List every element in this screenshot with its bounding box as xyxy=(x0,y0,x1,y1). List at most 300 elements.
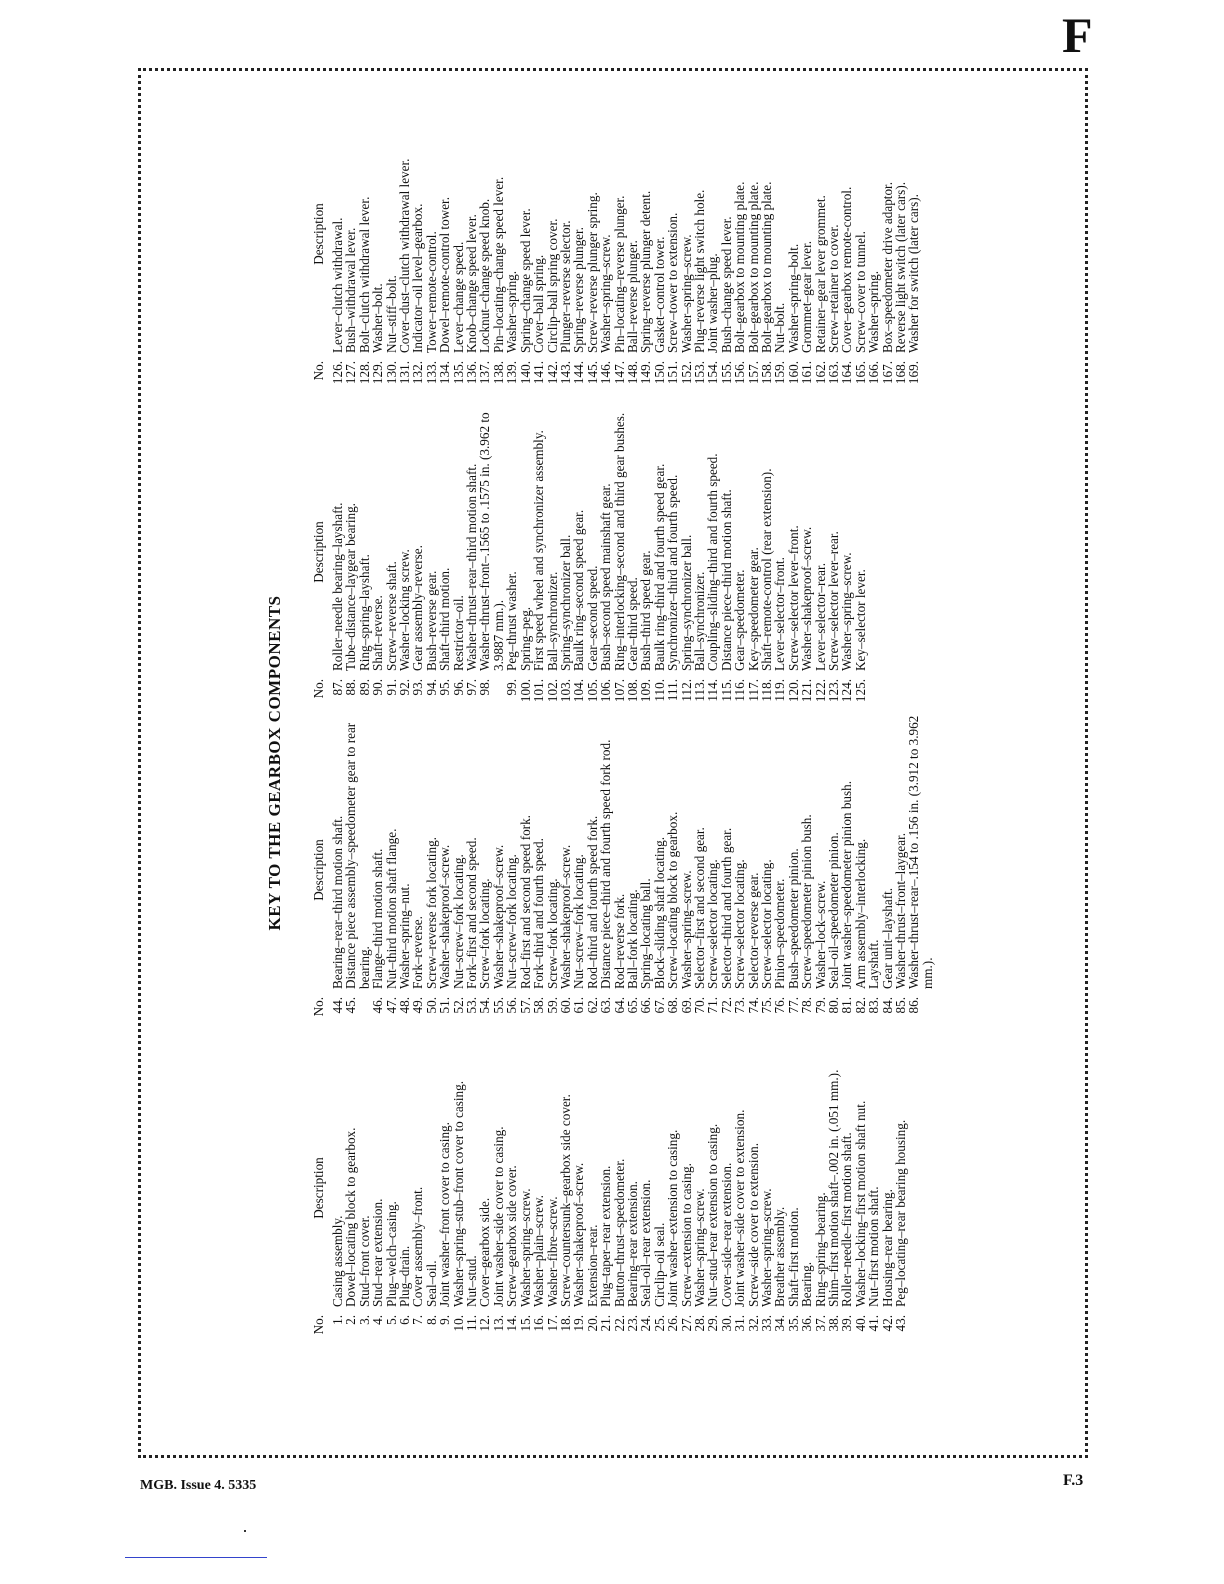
component-description: Washer–shakeproof–screw. xyxy=(557,844,573,989)
component-row xyxy=(344,1029,357,1345)
component-number: 41. xyxy=(866,1315,882,1332)
component-description: Gasket–control tower. xyxy=(651,236,667,353)
component-description: Nut–screw–fork locating. xyxy=(571,854,587,989)
component-number: 76. xyxy=(772,997,788,1014)
component-row xyxy=(613,75,626,391)
component-row xyxy=(854,1029,867,1345)
component-number: 151. xyxy=(665,361,681,385)
component-row xyxy=(760,75,773,391)
component-number: 114. xyxy=(705,679,721,702)
component-description: Ball–synchronizer. xyxy=(691,571,707,671)
component-row xyxy=(867,1029,880,1345)
component-description: Baulk ring–second speed gear. xyxy=(571,509,587,671)
component-number: 13. xyxy=(490,1315,506,1332)
component-row xyxy=(787,1029,800,1345)
component-number: 72. xyxy=(718,997,734,1014)
component-number: 90. xyxy=(370,679,386,696)
component-description: Circlip–ball spring cover. xyxy=(544,218,560,353)
component-number: 97. xyxy=(464,679,480,696)
component-number: 135. xyxy=(450,361,466,385)
component-number: 24. xyxy=(638,1315,654,1332)
component-row xyxy=(720,1029,733,1345)
component-description: Pinion–speedometer. xyxy=(772,878,788,989)
component-row xyxy=(358,75,371,391)
component-description: Lever–selector–rear. xyxy=(812,563,828,671)
component-description: Joint washer–side cover to casing. xyxy=(490,1126,506,1307)
component-row xyxy=(706,75,719,391)
component-number: 58. xyxy=(531,997,547,1014)
component-number: 81. xyxy=(839,997,855,1014)
component-description: Washer–spring–stub–front cover to casing. xyxy=(450,1080,466,1307)
component-number: 15. xyxy=(517,1315,533,1332)
component-number: 27. xyxy=(678,1315,694,1332)
component-row xyxy=(840,711,853,1027)
component-number: 152. xyxy=(678,361,694,385)
component-number: 17. xyxy=(544,1315,560,1332)
component-row xyxy=(787,75,800,391)
component-row xyxy=(478,711,491,1027)
component-number: 12. xyxy=(477,1315,493,1332)
component-number: 79. xyxy=(812,997,828,1014)
component-row xyxy=(546,1029,559,1345)
component-number: 93. xyxy=(410,679,426,696)
component-description: Spring–peg. xyxy=(517,606,533,671)
component-description: Bearing–rear extension. xyxy=(624,1181,640,1307)
component-row xyxy=(680,393,693,709)
component-number: 7. xyxy=(410,1315,426,1325)
component-description: Gear unit–layshaft. xyxy=(879,887,895,989)
component-row xyxy=(358,1029,371,1345)
component-number: 138. xyxy=(490,361,506,385)
column-4 xyxy=(301,75,921,391)
component-row xyxy=(398,393,411,709)
component-row xyxy=(814,393,827,709)
component-number: 45. xyxy=(343,997,359,1014)
component-row xyxy=(693,711,706,1027)
component-row xyxy=(465,393,478,709)
component-number: 82. xyxy=(852,997,868,1014)
component-description: Stud–front cover. xyxy=(356,1215,372,1307)
component-number: 153. xyxy=(691,361,707,385)
component-description: Bearing–rear–third motion shaft. xyxy=(330,815,345,989)
component-row xyxy=(344,75,357,391)
component-row xyxy=(478,1029,491,1345)
component-number: 1. xyxy=(330,1315,345,1325)
component-description: Nut–stiff–bolt. xyxy=(383,275,399,353)
component-row xyxy=(331,393,344,709)
component-description: Spring–synchronizer ball. xyxy=(678,534,694,671)
component-row xyxy=(639,1029,652,1345)
component-number: 106. xyxy=(598,679,614,703)
component-number: 148. xyxy=(624,361,640,385)
component-description: Shim–first motion shaft–.002 in. (.051 mm.). xyxy=(826,1069,842,1307)
component-description: Washer–spring–screw. xyxy=(678,870,694,989)
component-row xyxy=(613,393,626,709)
component-description: Cover–ball spring. xyxy=(531,254,547,353)
component-description: Washer–thrust–rear–.154 to .156 in. (3.912 to 3.962 mm.). xyxy=(906,715,935,989)
component-description: Lever–selector–front. xyxy=(772,557,788,671)
component-description: Coupling–sliding–third and fourth speed. xyxy=(705,453,721,671)
component-number: 61. xyxy=(571,997,587,1014)
column-header xyxy=(301,393,325,709)
component-number: 2. xyxy=(343,1315,359,1325)
component-number: 20. xyxy=(584,1315,600,1332)
component-row xyxy=(465,711,478,1027)
component-row xyxy=(452,75,465,391)
column-2 xyxy=(301,711,934,1027)
component-description: Casing assembly. xyxy=(330,1215,345,1307)
component-number: 168. xyxy=(893,361,909,385)
component-number: 125. xyxy=(852,679,868,703)
component-row xyxy=(519,393,532,709)
component-row xyxy=(854,393,867,709)
component-row xyxy=(814,711,827,1027)
component-description: Circlip–oil seal. xyxy=(651,1222,667,1307)
component-number: 34. xyxy=(772,1315,788,1332)
component-row xyxy=(519,75,532,391)
component-number: 145. xyxy=(584,361,600,385)
component-description: Restrictor–oil. xyxy=(450,595,466,671)
component-number: 160. xyxy=(785,361,801,385)
component-number: 137. xyxy=(477,361,493,385)
component-description: Washer–shakeproof–screw. xyxy=(571,1162,587,1307)
component-description: Distance piece–third motion shaft. xyxy=(718,489,734,671)
component-description: Bush–withdrawal lever. xyxy=(343,227,359,353)
component-row xyxy=(827,75,840,391)
component-row xyxy=(747,75,760,391)
component-number: 157. xyxy=(745,361,761,385)
column-header xyxy=(301,75,325,391)
component-description: Bolt–clutch withdrawal lever. xyxy=(356,196,372,353)
header-description: Description xyxy=(310,839,326,901)
component-description: Spring–reverse plunger. xyxy=(571,227,587,353)
component-number: 121. xyxy=(799,679,815,703)
component-description: Cover–gearbox side. xyxy=(477,1197,493,1307)
component-number: 8. xyxy=(423,1315,439,1325)
component-row xyxy=(385,711,398,1027)
component-number: 163. xyxy=(826,361,842,385)
component-number: 158. xyxy=(759,361,774,385)
component-description: Washer–spring–screw. xyxy=(598,234,614,353)
component-row xyxy=(438,393,451,709)
component-description: Peg–locating–rear bearing housing. xyxy=(893,1119,909,1307)
component-description: Pin–locating–change speed lever. xyxy=(490,176,506,353)
component-description: Shaft–first motion. xyxy=(785,1207,801,1307)
component-description: Washer–locking screw. xyxy=(397,549,413,671)
component-description: Washer–shakeproof–screw. xyxy=(490,844,506,989)
component-number: 11. xyxy=(464,1315,480,1331)
component-row xyxy=(680,711,693,1027)
header-description: Description xyxy=(310,1157,326,1219)
component-description: Synchronizer–third and fourth speed. xyxy=(665,474,681,671)
component-row xyxy=(559,1029,572,1345)
component-description: Gear assembly–reverse. xyxy=(410,545,426,671)
component-description: Bolt–gearbox to mounting plate. xyxy=(745,181,761,353)
component-number: 73. xyxy=(732,997,748,1014)
component-description: Joint washer–speedometer pinion bush. xyxy=(839,780,855,989)
component-row xyxy=(586,1029,599,1345)
component-description: Gear–speedometer. xyxy=(732,569,748,671)
component-number: 129. xyxy=(370,361,386,385)
component-number: 43. xyxy=(893,1315,909,1332)
component-number: 146. xyxy=(598,361,614,385)
component-number: 42. xyxy=(879,1315,895,1332)
component-number: 48. xyxy=(397,997,413,1014)
component-number: 142. xyxy=(544,361,560,385)
component-description: Gear–second speed. xyxy=(584,565,600,671)
component-description: Stud–rear extension. xyxy=(370,1198,386,1307)
component-row xyxy=(907,711,934,1027)
component-row xyxy=(371,711,384,1027)
component-number: 124. xyxy=(839,679,855,703)
component-description: Bearing. xyxy=(799,1261,815,1307)
component-number: 133. xyxy=(423,361,439,385)
component-description: Selector–first and second gear. xyxy=(691,827,707,989)
component-row xyxy=(706,711,719,1027)
column-header xyxy=(301,711,325,1027)
component-description: Tube–distance–laygear bearing. xyxy=(343,503,359,671)
component-row xyxy=(385,1029,398,1345)
component-description: Screw–extension to casing. xyxy=(678,1163,694,1307)
component-description: Screw–countersunk–gearbox side cover. xyxy=(557,1094,573,1307)
component-row xyxy=(559,711,572,1027)
component-description: First speed wheel and synchronizer assembly. xyxy=(531,430,547,671)
component-description: Washer–spring–screw. xyxy=(517,1188,533,1307)
component-number: 23. xyxy=(624,1315,640,1332)
component-number: 92. xyxy=(397,679,413,696)
component-number: 26. xyxy=(665,1315,681,1332)
component-row xyxy=(760,393,773,709)
component-row xyxy=(787,393,800,709)
component-number: 147. xyxy=(611,361,627,385)
component-description: Peg–thrust washer. xyxy=(504,571,520,671)
component-row xyxy=(666,75,679,391)
component-row xyxy=(478,75,491,391)
component-number: 67. xyxy=(651,997,667,1014)
component-row xyxy=(344,711,371,1027)
component-number: 4. xyxy=(370,1315,386,1325)
component-number: 108. xyxy=(624,679,640,703)
component-description: Rod–third and fourth speed fork. xyxy=(584,815,600,989)
component-description: Joint washer–plug. xyxy=(705,253,721,353)
component-number: 105. xyxy=(584,679,600,703)
component-description: Layshaft. xyxy=(866,939,882,989)
component-row xyxy=(572,711,585,1027)
component-number: 47. xyxy=(383,997,399,1014)
component-row xyxy=(452,1029,465,1345)
component-number: 128. xyxy=(356,361,372,385)
component-row xyxy=(411,1029,424,1345)
component-number: 127. xyxy=(343,361,359,385)
component-number: 66. xyxy=(638,997,654,1014)
component-description: Washer–shakeproof–screw. xyxy=(799,526,815,671)
component-number: 78. xyxy=(799,997,815,1014)
component-description: Key–selector lever. xyxy=(852,569,868,671)
component-row xyxy=(773,711,786,1027)
component-number: 139. xyxy=(504,361,520,385)
component-number: 100. xyxy=(517,679,533,703)
component-description: Nut–stud. xyxy=(464,1255,480,1307)
component-number: 107. xyxy=(611,679,627,703)
component-description: Housing–rear bearing. xyxy=(879,1189,895,1307)
component-number: 39. xyxy=(839,1315,855,1332)
component-description: Fork–reverse. xyxy=(410,916,426,989)
component-description: Screw–selector locating. xyxy=(732,859,748,989)
component-number: 122. xyxy=(812,679,828,703)
component-row xyxy=(411,711,424,1027)
component-row xyxy=(854,75,867,391)
component-description: Bolt–gearbox to mounting plate. xyxy=(732,181,748,353)
component-description: Nut–stud–rear extension to casing. xyxy=(705,1123,721,1307)
component-row xyxy=(599,393,612,709)
component-description: Cover–side–rear extension. xyxy=(718,1162,734,1307)
component-description: Lever–change speed. xyxy=(450,241,466,353)
component-description: Washer–locking–first motion shaft nut. xyxy=(852,1100,868,1307)
component-number: 22. xyxy=(611,1315,627,1332)
component-description: Distance piece–third and fourth speed fork rod. xyxy=(598,739,614,989)
component-number: 32. xyxy=(745,1315,761,1332)
component-number: 167. xyxy=(879,361,895,385)
component-description: Fork–third and fourth speed. xyxy=(531,838,547,989)
component-row xyxy=(465,1029,478,1345)
component-row xyxy=(666,711,679,1027)
component-description: Dowel–remote-control tower. xyxy=(437,196,453,353)
component-number: 49. xyxy=(410,997,426,1014)
header-no: No. xyxy=(310,1315,326,1335)
component-row xyxy=(505,1029,518,1345)
component-number: 102. xyxy=(544,679,560,703)
component-number: 87. xyxy=(330,679,345,696)
component-description: Seal–oil–speedometer pinion. xyxy=(826,832,842,989)
component-number: 115. xyxy=(718,679,734,702)
component-row xyxy=(693,1029,706,1345)
component-description: Indicator–oil level–gearbox. xyxy=(410,203,426,353)
column-1 xyxy=(301,1029,907,1345)
component-description: Seal–oil. xyxy=(423,1260,439,1307)
component-description: Washer–bolt. xyxy=(370,283,386,353)
component-row xyxy=(894,711,907,1027)
component-description: Plug–taper–rear extension. xyxy=(598,1165,614,1307)
component-row xyxy=(653,711,666,1027)
component-description: Shaft–reverse. xyxy=(370,595,386,671)
component-row xyxy=(599,1029,612,1345)
dotted-frame xyxy=(138,68,1088,1458)
component-number: 149. xyxy=(638,361,654,385)
component-number: 98. xyxy=(477,679,493,696)
component-row xyxy=(827,711,840,1027)
component-description: Ball–reverse plunger. xyxy=(624,240,640,353)
component-number: 85. xyxy=(893,997,909,1014)
component-row xyxy=(398,711,411,1027)
component-description: Washer–spring–screw. xyxy=(678,234,694,353)
component-number: 62. xyxy=(584,997,600,1014)
component-number: 119. xyxy=(772,679,788,702)
component-description: Washer–shakeproof–screw. xyxy=(437,844,453,989)
component-row xyxy=(425,1029,438,1345)
component-row xyxy=(827,393,840,709)
component-number: 75. xyxy=(759,997,774,1014)
component-row xyxy=(881,1029,894,1345)
component-number: 36. xyxy=(799,1315,815,1332)
component-row xyxy=(733,1029,746,1345)
component-row xyxy=(693,75,706,391)
component-number: 52. xyxy=(450,997,466,1014)
component-description: Spring–synchronizer ball. xyxy=(557,534,573,671)
component-number: 40. xyxy=(852,1315,868,1332)
component-row xyxy=(452,393,465,709)
component-number: 74. xyxy=(745,997,761,1014)
component-description: Shaft–third motion. xyxy=(437,567,453,671)
component-description: Button–thrust–speedometer. xyxy=(611,1158,627,1307)
component-row xyxy=(720,393,733,709)
component-row xyxy=(827,1029,840,1345)
component-row xyxy=(599,711,612,1027)
component-number: 141. xyxy=(531,361,547,385)
component-description: Screw–reverse fork locating. xyxy=(423,837,439,989)
component-description: Bolt–gearbox to mounting plate. xyxy=(759,181,774,353)
component-description: Box–speedometer drive adaptor. xyxy=(879,181,895,353)
component-row xyxy=(505,75,518,391)
component-description: Screw–speedometer pinion bush. xyxy=(799,814,815,989)
component-description: Shaft–remote-control (rear extension). xyxy=(759,468,774,671)
component-row xyxy=(881,711,894,1027)
component-number: 116. xyxy=(732,679,748,702)
component-number: 44. xyxy=(330,997,345,1014)
component-row xyxy=(626,1029,639,1345)
component-row xyxy=(559,75,572,391)
component-number: 3. xyxy=(356,1315,372,1325)
component-description: Nut–bolt. xyxy=(772,302,788,353)
component-description: Rod–reverse fork. xyxy=(611,893,627,989)
component-row xyxy=(438,711,451,1027)
component-row xyxy=(425,711,438,1027)
component-description: Breather assembly. xyxy=(772,1206,788,1307)
component-row xyxy=(452,711,465,1027)
component-row xyxy=(613,1029,626,1345)
component-number: 60. xyxy=(557,997,573,1014)
component-description: Screw–selector locating. xyxy=(705,859,721,989)
component-row xyxy=(411,393,424,709)
component-row xyxy=(626,75,639,391)
component-number: 25. xyxy=(651,1315,667,1332)
component-row xyxy=(840,75,853,391)
component-row xyxy=(532,1029,545,1345)
component-number: 68. xyxy=(665,997,681,1014)
component-row xyxy=(653,1029,666,1345)
component-number: 126. xyxy=(330,361,345,385)
component-description: Washer–thrust–rear–third motion shaft. xyxy=(464,463,480,671)
component-row xyxy=(639,75,652,391)
component-row xyxy=(787,711,800,1027)
component-description: Spring–locating ball. xyxy=(638,878,654,989)
component-number: 103. xyxy=(557,679,573,703)
component-row xyxy=(398,1029,411,1345)
component-description: Washer–plain–screw. xyxy=(531,1195,547,1307)
component-row xyxy=(532,393,545,709)
component-row xyxy=(331,711,344,1027)
component-row xyxy=(505,711,518,1027)
component-description: Reverse light switch (later cars). xyxy=(893,181,909,353)
component-description: Cover–gearbox remote-control. xyxy=(839,186,855,353)
component-description: Screw–side cover to extension. xyxy=(745,1142,761,1307)
component-row xyxy=(840,1029,853,1345)
component-number: 169. xyxy=(906,361,922,385)
component-description: Tower–remote-control. xyxy=(423,231,439,353)
component-number: 50. xyxy=(423,997,439,1014)
component-row xyxy=(385,393,398,709)
component-description: Spring–change speed lever. xyxy=(517,208,533,353)
component-row xyxy=(344,393,357,709)
